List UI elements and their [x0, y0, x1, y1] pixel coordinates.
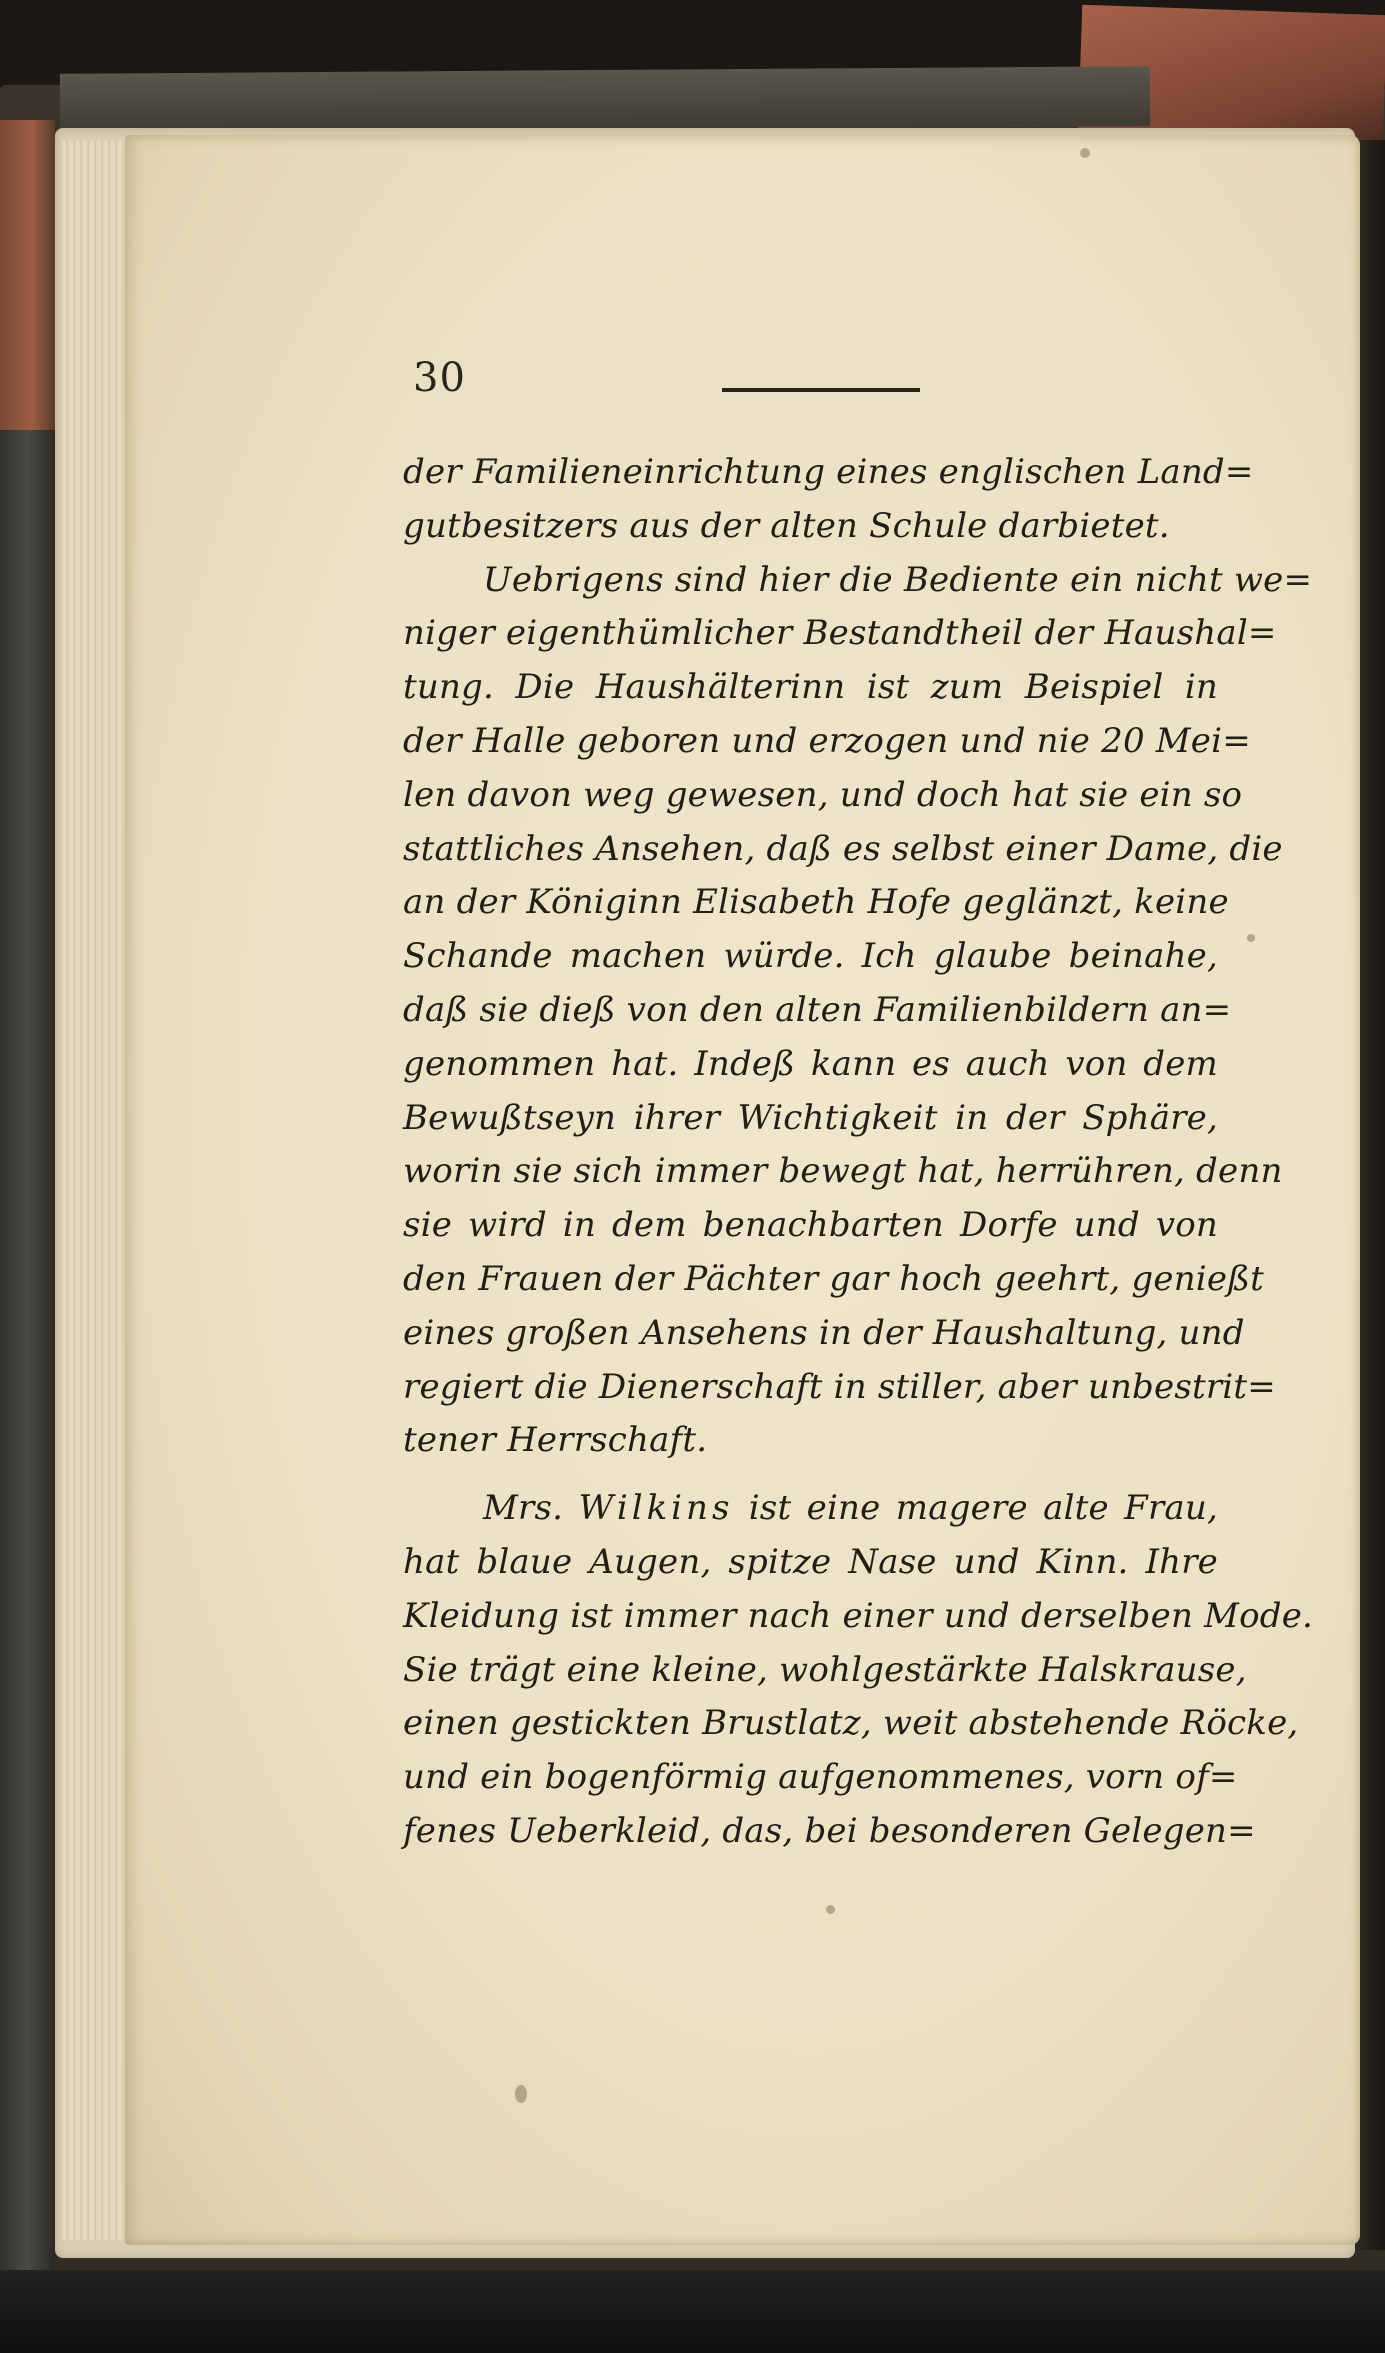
- stain-spot: [826, 1905, 835, 1914]
- text-line: und ein bogenförmig aufgenommenes, vorn of=: [403, 1757, 1238, 1798]
- page-edge-lines: [62, 140, 122, 2240]
- body-text: [403, 446, 1314, 1859]
- text-line: Uebrigens sind hier die Bediente ein nicht we=: [483, 559, 1313, 600]
- text-line: den Frauen der Pächter gar hoch geehrt, genießt: [403, 1258, 1264, 1299]
- text-line: len davon weg gewesen, und doch hat sie ein so: [403, 774, 1243, 815]
- bottom-band: [0, 2270, 1385, 2353]
- paragraph-gap: [403, 1468, 1218, 1482]
- text-fragment: ist eine magere alte Frau,: [748, 1488, 1218, 1529]
- text-line: genommen hat. Indeß kann es auch von dem: [403, 1043, 1218, 1084]
- header-rule: [722, 388, 920, 392]
- cover-left-leather: [0, 120, 55, 440]
- text-line: Schande machen würde. Ich glaube beinahe,: [403, 936, 1218, 977]
- text-line: [403, 1482, 1218, 1536]
- cover-spine: [0, 430, 55, 2280]
- title-prefix: Mrs.: [483, 1488, 564, 1529]
- text-line: fenes Ueberkleid, das, bei besonderen Gelegen=: [403, 1810, 1256, 1851]
- text-line: Kleidung ist immer nach einer und derselben Mode.: [403, 1595, 1314, 1636]
- stain-spot: [1080, 148, 1090, 158]
- text-line: regiert die Dienerschaft in stiller, aber unbestrit=: [403, 1366, 1276, 1407]
- text-line: gutbesitzers aus der alten Schule darbietet.: [403, 505, 1170, 546]
- text-line: tung. Die Haushälterinn ist zum Beispiel in: [403, 667, 1218, 708]
- page-number: 30: [413, 355, 466, 401]
- text-line: eines großen Ansehens in der Haushaltung, und: [403, 1312, 1245, 1353]
- person-name: Wilkins: [578, 1488, 734, 1529]
- text-line: Sie trägt eine kleine, wohlgestärkte Halskrause,: [403, 1649, 1247, 1690]
- text-line: sie wird in dem benachbarten Dorfe und von: [403, 1205, 1218, 1246]
- cover-top-strip: [60, 66, 1150, 134]
- text-line: hat blaue Augen, spitze Nase und Kinn. Ihre: [403, 1541, 1218, 1582]
- text-line: stattliches Ansehen, daß es selbst einer Dame, die: [403, 828, 1283, 869]
- text-line: der Familieneinrichtung eines englischen Land=: [403, 452, 1254, 492]
- text-line: worin sie sich immer bewegt hat, herrühren, denn: [403, 1151, 1283, 1192]
- text-line: einen gestickten Brustlatz, weit abstehende Röcke,: [403, 1703, 1299, 1744]
- text-line: Bewußtseyn ihrer Wichtigkeit in der Sphäre,: [403, 1097, 1218, 1138]
- text-line: daß sie dieß von den alten Familienbildern an=: [403, 989, 1232, 1030]
- stain-spot: [1247, 934, 1255, 942]
- text-line: der Halle geboren und erzogen und nie 20 Mei=: [403, 720, 1251, 761]
- text-line: tener Herrschaft.: [403, 1420, 708, 1461]
- text-line: niger eigenthümlicher Bestandtheil der Haushal=: [403, 613, 1277, 654]
- stain-spot: [515, 2085, 527, 2103]
- text-line: an der Königinn Elisabeth Hofe geglänzt, keine: [403, 882, 1229, 923]
